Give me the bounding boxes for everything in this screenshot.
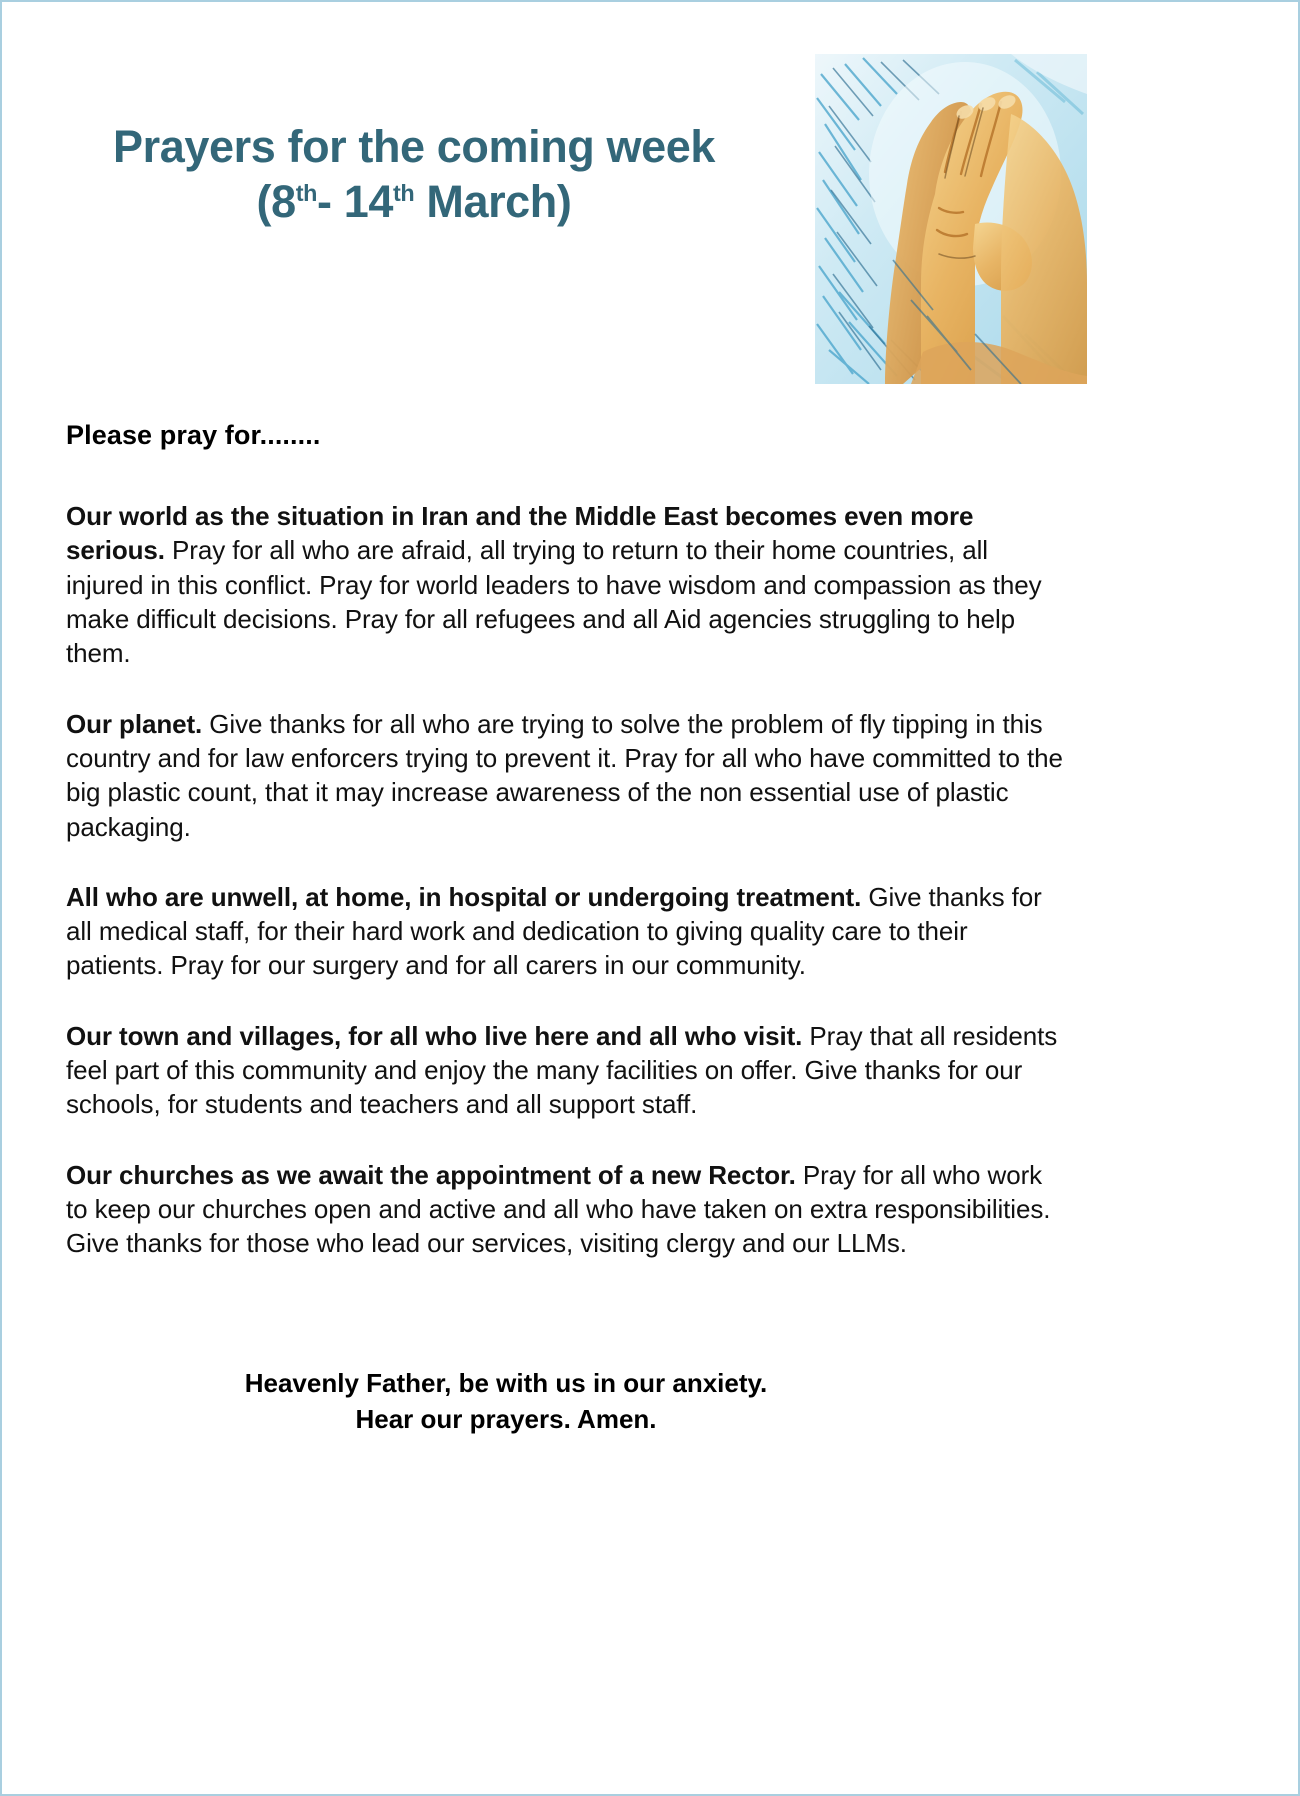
closing-prayer-line-1: Heavenly Father, be with us in our anxiety. — [244, 1367, 768, 1398]
title-line-dates — [64, 175, 764, 230]
prayer-lead-planet: Our planet. — [66, 708, 203, 739]
title-line-primary: Prayers for the coming week — [113, 121, 715, 172]
prayer-lead-unwell: All who are unwell, at home, in hospital or undergoing treatment. — [66, 881, 862, 912]
prayer-body — [66, 420, 1066, 1437]
title-date-suffix: March) — [414, 175, 572, 227]
prayer-lead-world: Our world as the situation in Iran and the Middle East becomes even more serious. — [66, 501, 974, 566]
prayer-lead-town: Our town and villages, for all who live here and all who visit. — [66, 1020, 803, 1051]
praying-hands-image — [815, 54, 1087, 384]
prayer-text-unwell: Give thanks for all medical staff, for their hard work and dedication to giving quality care to their patients. Pray for our surgery and for all carers in our community. — [66, 881, 1042, 981]
prayer-paragraph-unwell — [66, 880, 1066, 983]
closing-prayer-line-2: Hear our prayers. Amen. — [355, 1404, 657, 1435]
prayer-text-world: Pray for all who are afraid, all trying to return to their home countries, all injured in this conflict. Pray for world leaders to have wisdom and compassion as they make difficult decisions. Pray for all refugees and all Aid agencies struggling to help them. — [66, 535, 1042, 669]
prayer-text-churches: Pray for all who work to keep our churches open and active and all who have taken on extra responsibilities. Give thanks for those who lead our services, visiting clergy and our LLMs. — [66, 1159, 1051, 1259]
title-ordinal-second: th — [392, 179, 415, 206]
document-header — [2, 2, 1298, 392]
intro-heading: Please pray for........ — [66, 420, 321, 450]
title-date-middle: - 14 — [317, 175, 393, 227]
closing-prayer — [66, 1365, 1066, 1438]
praying-hands-icon — [815, 54, 1087, 384]
title-ordinal-first: th — [295, 179, 318, 206]
prayer-text-town: Pray that all residents feel part of this community and enjoy the many facilities on offer. Give thanks for our schools, for students and teachers and all support staff. — [66, 1020, 1058, 1120]
prayer-paragraph-planet — [66, 707, 1066, 844]
prayer-lead-churches: Our churches as we await the appointment of a new Rector. — [66, 1159, 796, 1190]
prayer-paragraph-world — [66, 499, 1066, 671]
prayer-text-planet: Give thanks for all who are trying to solve the problem of fly tipping in this country and for law enforcers trying to prevent it. Pray for all who have committed to the big plastic count, that it may increase awareness of the non essential use of plastic packaging. — [66, 708, 1063, 842]
prayer-paragraph-town — [66, 1019, 1066, 1122]
page-title — [64, 120, 764, 230]
prayer-paragraph-churches — [66, 1158, 1066, 1261]
title-date-prefix: (8 — [256, 175, 296, 227]
